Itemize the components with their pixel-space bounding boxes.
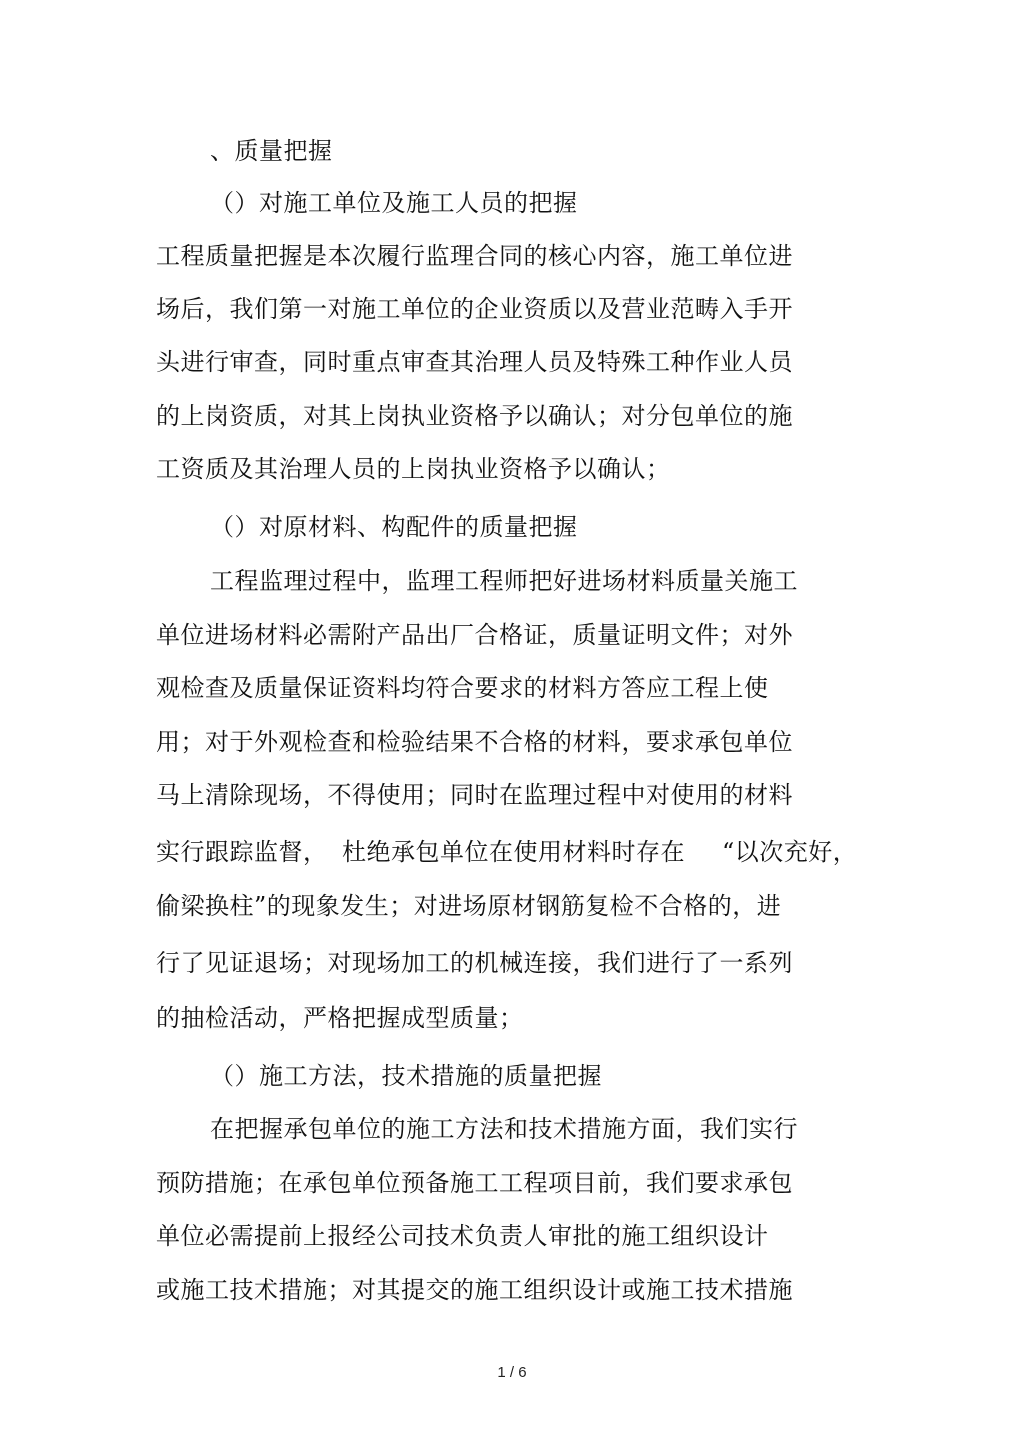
- paragraph-line: 实行跟踪监督，: [156, 838, 328, 866]
- paragraph-line-fragment: “以次充好，: [722, 838, 858, 866]
- page-number: 1 / 6: [497, 1364, 527, 1381]
- paragraph-line: 单位进场材料必需附产品出厂合格证，质量证明文件；对外: [156, 621, 793, 649]
- paragraph-line: 马上清除现场，不得使用；同时在监理过程中对使用的材料: [156, 781, 793, 809]
- subsection-title-2: （）对原材料、构配件的质量把握: [210, 513, 578, 541]
- paragraph-line: 观检查及质量保证资料均符合要求的材料方答应工程上使: [156, 674, 769, 702]
- section-heading: 、质量把握: [210, 137, 333, 165]
- paragraph-line: 单位必需提前上报经公司技术负责人审批的施工组织设计: [156, 1222, 769, 1250]
- paragraph-line: 工资质及其治理人员的上岗执业资格予以确认；: [156, 455, 671, 483]
- paragraph-line: 工程质量把握是本次履行监理合同的核心内容，施工单位进: [156, 242, 793, 270]
- paragraph-line-fragment: 杜绝承包单位在使用材料时存在: [342, 838, 685, 866]
- paragraph-line: 的上岗资质，对其上岗执业资格予以确认；对分包单位的施: [156, 402, 793, 430]
- paragraph-line: 在把握承包单位的施工方法和技术措施方面，我们实行: [210, 1115, 798, 1143]
- subsection-title-3: （）施工方法，技术措施的质量把握: [210, 1062, 602, 1090]
- paragraph-line: 用；对于外观检查和检验结果不合格的材料，要求承包单位: [156, 728, 793, 756]
- paragraph-line: 或施工技术措施；对其提交的施工组织设计或施工技术措施: [156, 1276, 793, 1304]
- paragraph-line: 预防措施；在承包单位预备施工工程项目前，我们要求承包: [156, 1169, 793, 1197]
- paragraph-line: 行了见证退场；对现场加工的机械连接，我们进行了一系列: [156, 949, 793, 977]
- paragraph-line: 场后，我们第一对施工单位的企业资质以及营业范畴入手开: [156, 295, 793, 323]
- paragraph-line: 偷梁换柱”的现象发生；对进场原材钢筋复检不合格的，进: [156, 892, 782, 920]
- paragraph-line: 的抽检活动，严格把握成型质量；: [156, 1004, 524, 1032]
- paragraph-line: 工程监理过程中，监理工程师把好进场材料质量关施工: [210, 567, 798, 595]
- paragraph-line: 头进行审查，同时重点审查其治理人员及特殊工种作业人员: [156, 348, 793, 376]
- subsection-title-1: （）对施工单位及施工人员的把握: [210, 189, 578, 217]
